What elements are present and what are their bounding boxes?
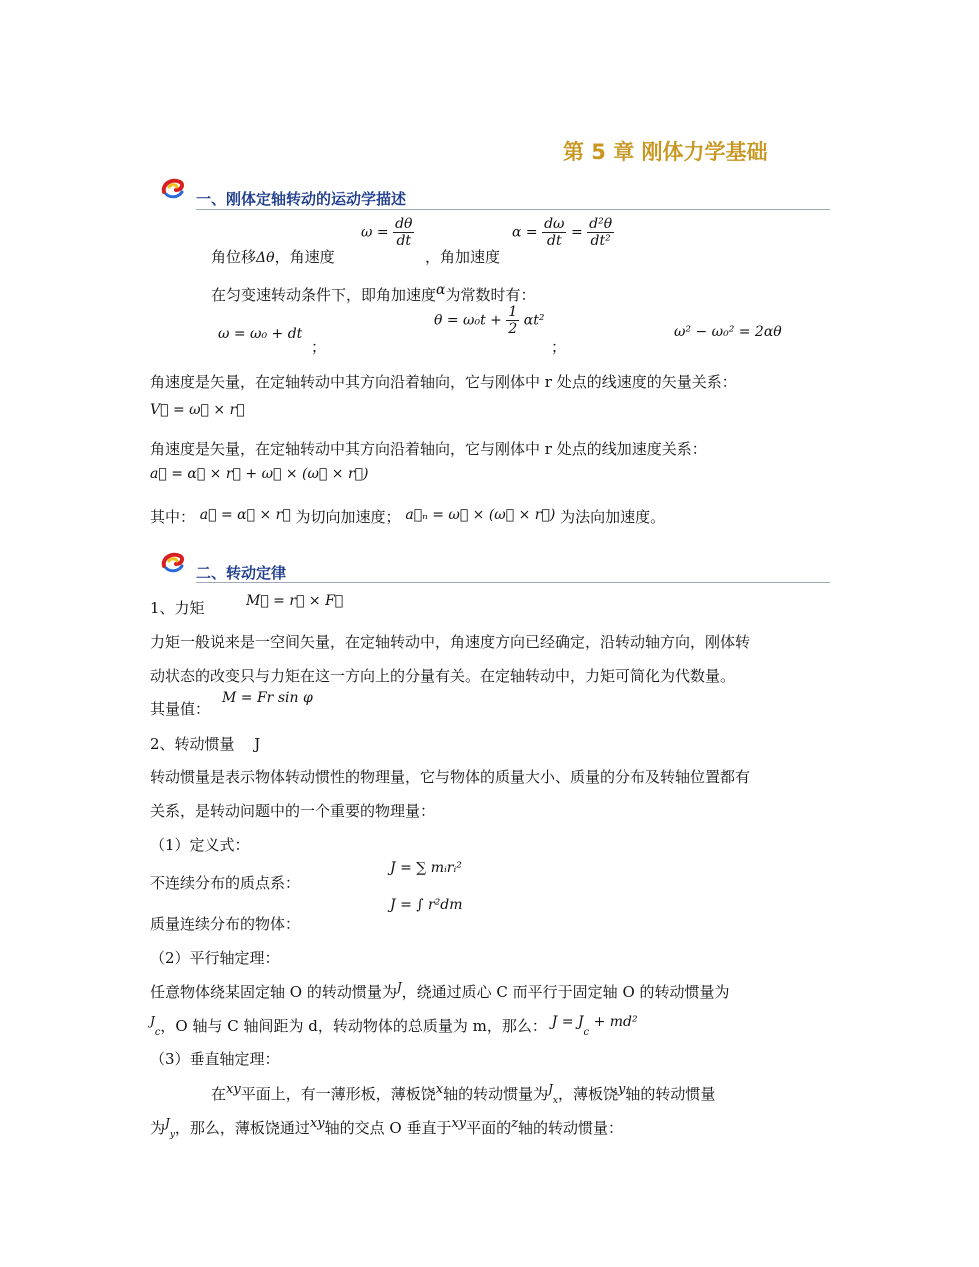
acceleration-paragraph: 角速度是矢量，在定轴转动中其方向沿着轴向，它与刚体中 r 处点的线加速度关系： — [150, 440, 707, 458]
eq-velocity: V⃗ = ω⃗ × r⃗ — [150, 402, 245, 418]
eq-torque-magnitude: M = Fr sin φ — [222, 690, 313, 706]
omega-definition: ω = $\frac{d\theta}{dt}$ — [361, 216, 413, 249]
eq-omega: ω = ω₀ + dt — [218, 326, 303, 342]
parallel-axis-label: （2）平行轴定理： — [150, 949, 280, 967]
semicolon-1: ； — [311, 338, 327, 356]
eq-theta: θ = ω₀t + $\frac{1}{2}$ αt² — [434, 304, 545, 337]
torque-label: 1、力矩 — [150, 599, 205, 617]
eq-omega-squared: ω² − ω₀² = 2αθ — [674, 324, 782, 340]
section1-title: 一、刚体定轴转动的运动学描述 — [196, 190, 407, 208]
parallel-axis-line1: 任意物体绕某固定轴 O 的转动惯量为$^J$，绕通过质心 C 而平行于固定轴 O 的转动惯量为 — [150, 980, 730, 1001]
continuous-label: 质量连续分布的物体： — [150, 915, 301, 933]
swirl-icon — [160, 550, 186, 576]
inertia-label: 2、转动惯量 J — [150, 735, 261, 753]
eq-torque: M⃗ = r⃗ × F⃗ — [246, 593, 344, 609]
perpendicular-axis-line2: 为$^J_y$，那么，薄板饶通过xy轴的交点 O 垂直于xy平面的z轴的转动惯量： — [150, 1116, 624, 1140]
torque-paragraph-line2: 动状态的改变只与力矩在这一方向上的分量有关。在定轴转动中，力矩可简化为代数量。 — [150, 667, 736, 685]
tangential-normal-line: 其中： a⃗ = α⃗ × r⃗ 为切向加速度； a⃗ₙ = ω⃗ × (ω⃗ × r⃗) 为法向加速度。 — [150, 507, 666, 526]
definition-label: （1）定义式： — [150, 836, 250, 854]
eq-discrete: J = ∑ mᵢrᵢ² — [390, 860, 462, 876]
swirl-icon — [160, 176, 186, 202]
uniform-condition-text: 在匀变速转动条件下，即角加速度α为常数时有： — [211, 282, 536, 304]
torque-magnitude-label: 其量值： — [150, 700, 211, 718]
alpha-definition: α = $\frac{d\omega}{dt}$ = $\frac{\text{d²θ}}{\text{dt²}}$ — [512, 216, 613, 249]
perpendicular-axis-line1: 在xy平面上，有一薄形板，薄板饶x轴的转动惯量为$^J_x$，薄板饶y轴的转动惯量 — [211, 1082, 716, 1106]
discrete-label: 不连续分布的质点系： — [150, 874, 301, 892]
parallel-axis-line2: $^J_c$，O 轴与 C 轴间距为 d，转动物体的总质量为 m，那么： $J = J_c + md^2$ — [150, 1014, 638, 1038]
semicolon-2: ； — [551, 338, 567, 356]
angular-displacement-label: 角位移Δθ，角速度 — [211, 248, 335, 266]
eq-continuous: J = ∫ r²dm — [390, 897, 463, 913]
torque-paragraph-line1: 力矩一般说来是一空间矢量，在定轴转动中，角速度方向已经确定，沿转动轴方向，刚体转 — [150, 633, 751, 651]
section1-rule — [196, 209, 830, 210]
inertia-paragraph-line1: 转动惯量是表示物体转动惯性的物理量，它与物体的质量大小、质量的分布及转轴位置都有 — [150, 768, 751, 786]
section2-rule — [196, 582, 830, 583]
perpendicular-axis-label: （3）垂直轴定理： — [150, 1050, 280, 1068]
angular-acceleration-label: ，角加速度 — [425, 248, 501, 266]
eq-acceleration: a⃗ = α⃗ × r⃗ + ω⃗ × (ω⃗ × r⃗) — [150, 466, 369, 482]
chapter-title: 第 5 章 刚体力学基础 — [563, 140, 768, 164]
inertia-paragraph-line2: 关系，是转动问题中的一个重要的物理量： — [150, 802, 436, 820]
velocity-paragraph: 角速度是矢量，在定轴转动中其方向沿着轴向，它与刚体中 r 处点的线速度的矢量关系： — [150, 373, 737, 391]
section2-title: 二、转动定律 — [196, 564, 287, 582]
